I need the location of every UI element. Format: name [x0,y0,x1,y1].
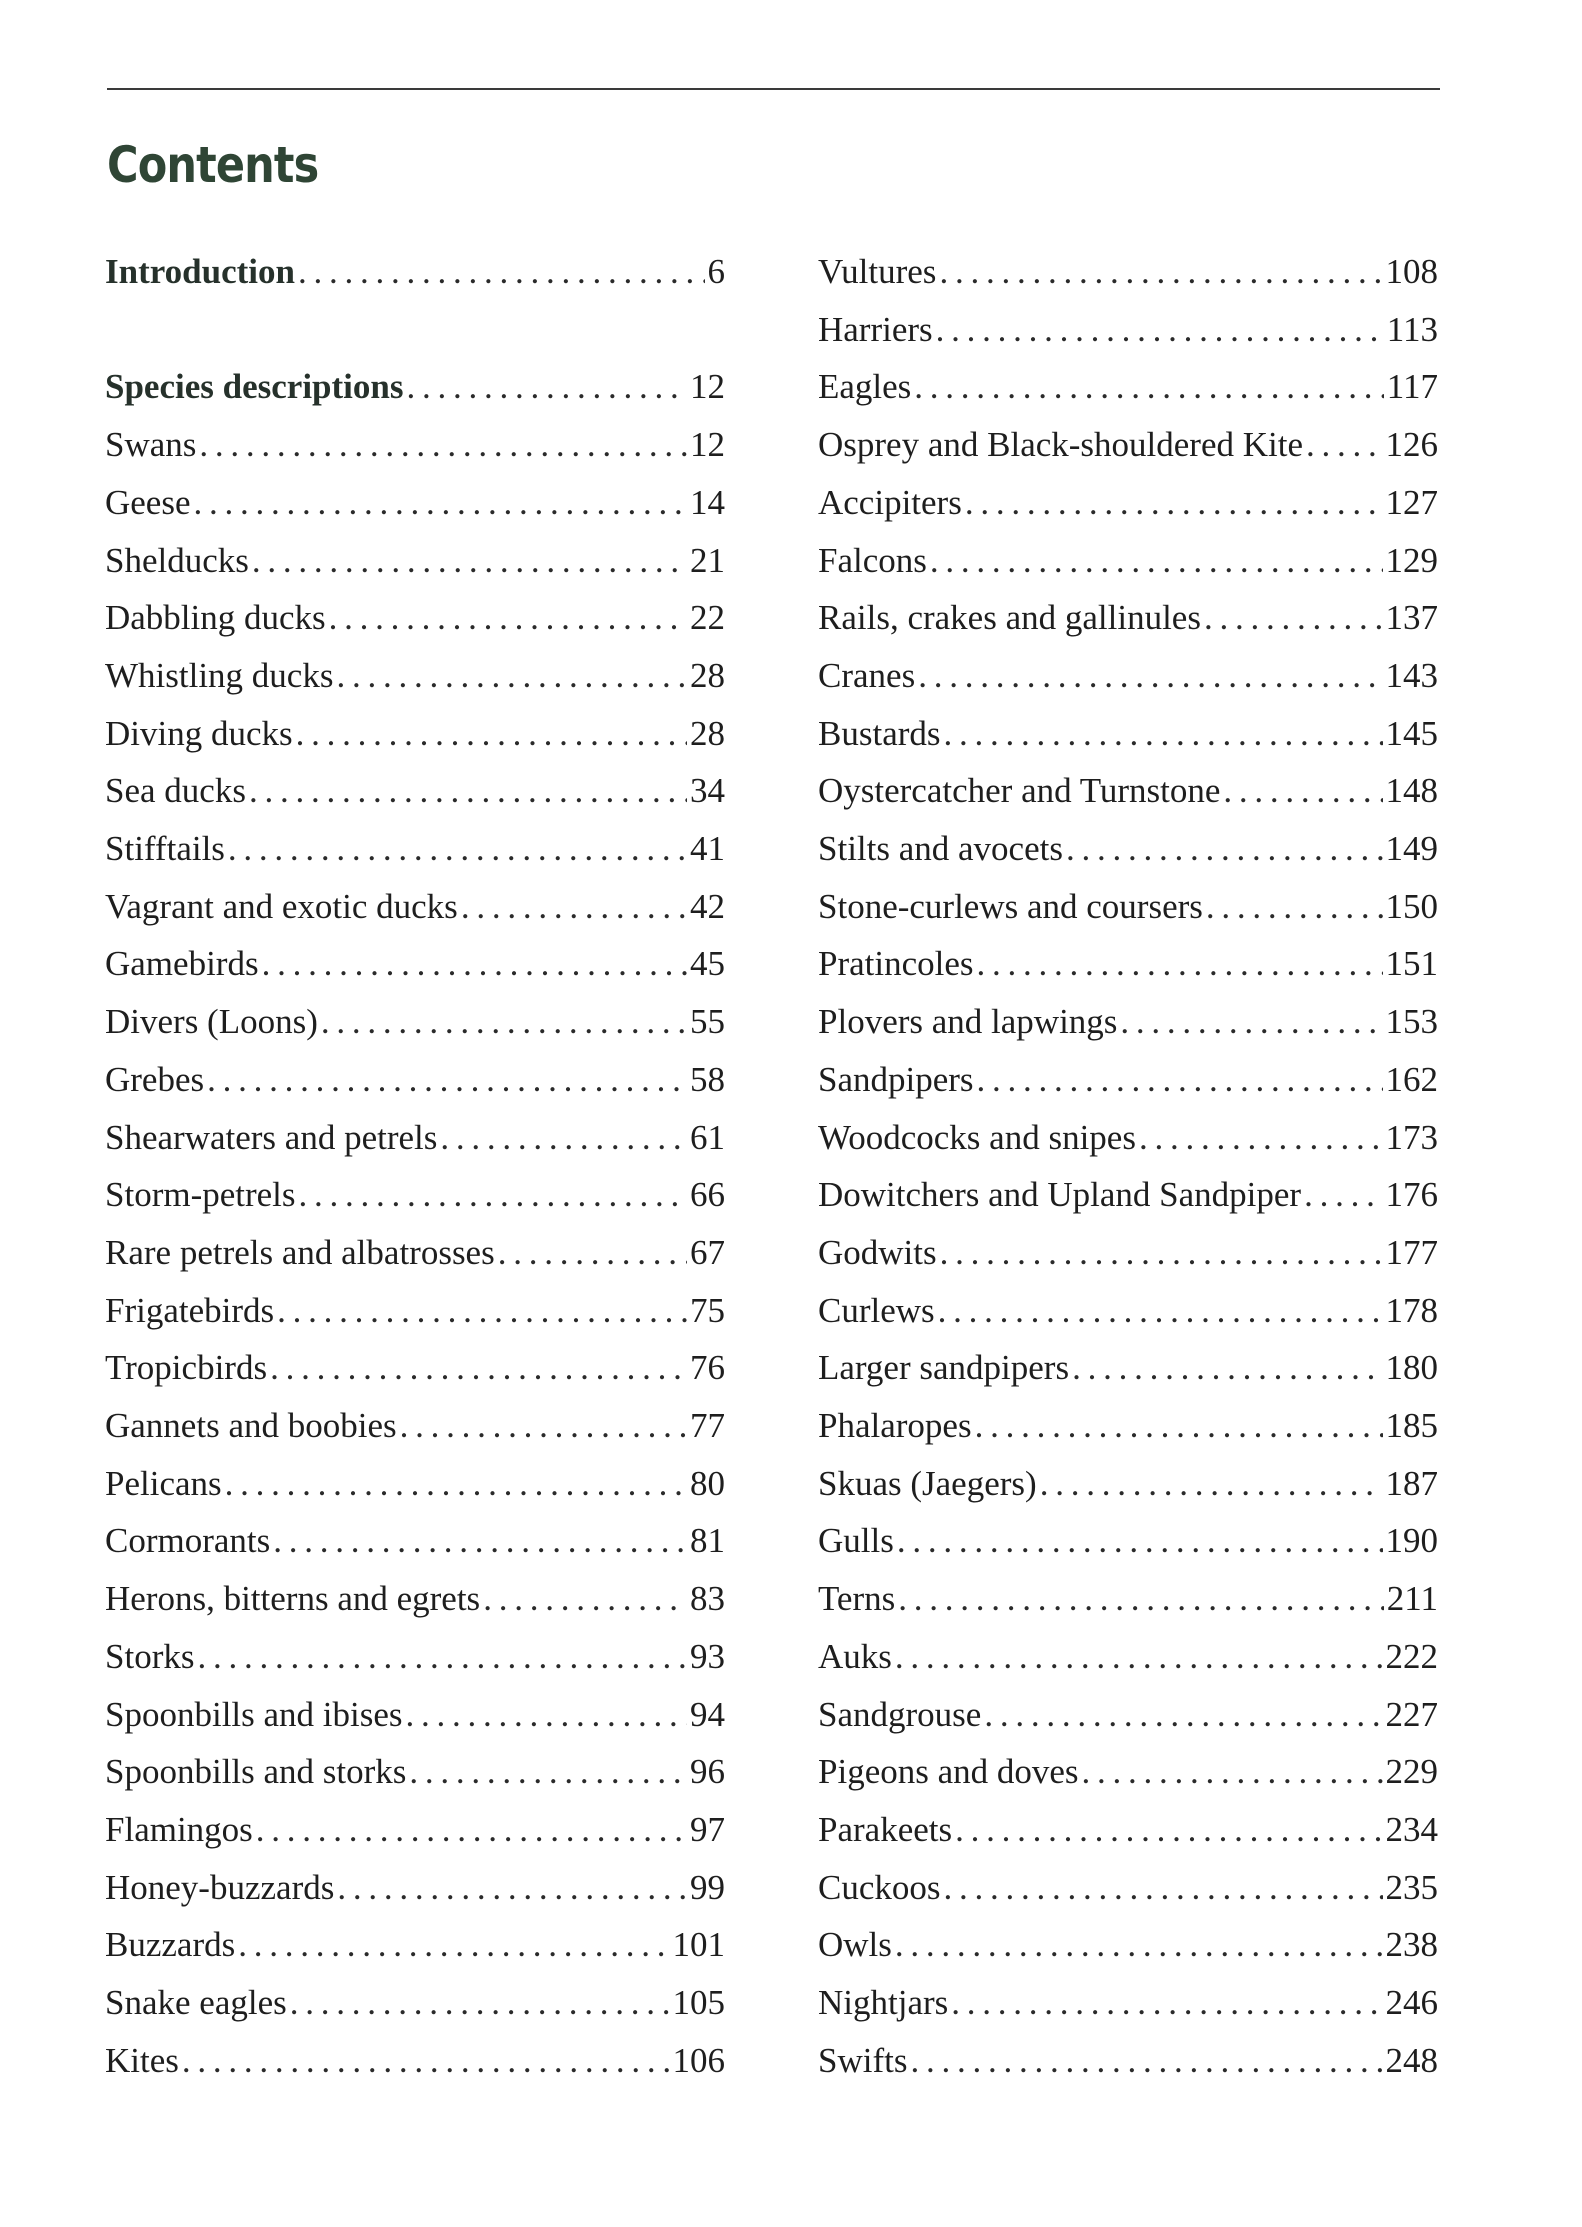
toc-entry-page-number: 81 [690,1521,725,1560]
toc-entry-page-number: 151 [1385,944,1438,983]
toc-entry[interactable] [818,1637,1438,1693]
toc-entry[interactable] [105,1868,725,1924]
toc-entry-label: Rails, crakes and gallinules [818,598,1201,637]
toc-entry-page-number: 14 [690,483,725,522]
toc-entry-label: Parakeets [818,1810,953,1849]
dot-leader [944,1868,1383,1908]
toc-entry[interactable] [818,1925,1438,1981]
toc-entry-label: Whistling ducks [105,656,334,695]
dot-leader [197,1637,687,1677]
toc-entry-page-number: 21 [690,541,725,580]
dot-leader [1082,1752,1383,1792]
toc-entry-label: Frigatebirds [105,1291,275,1330]
toc-entry-page-number: 137 [1385,598,1438,637]
toc-entry-label: Stifftails [105,829,225,868]
toc-entry-page-number: 117 [1386,367,1438,406]
toc-entry-page-number: 105 [672,1983,725,2022]
toc-entry-page-number: 96 [690,1752,725,1791]
toc-entry-label: Phalaropes [818,1406,972,1445]
toc-entry[interactable] [105,1521,725,1577]
dot-leader [936,310,1384,350]
dot-leader [207,1060,687,1100]
toc-entry[interactable] [818,714,1438,770]
dot-leader [897,1521,1383,1561]
toc-entry-page-number: 126 [1385,425,1438,464]
toc-entry[interactable] [105,1464,725,1520]
dot-leader [270,1348,687,1388]
toc-entry-page-number: 162 [1385,1060,1438,1099]
dot-leader [1204,598,1383,638]
toc-entry-label: Grebes [105,1060,205,1099]
dot-leader [914,367,1384,407]
dot-leader [483,1579,687,1619]
toc-entry[interactable] [105,656,725,712]
toc-entry-label: Dowitchers and Upland Sandpiper [818,1175,1302,1214]
dot-leader [1206,887,1383,927]
toc-entry[interactable] [818,1002,1438,1058]
dot-leader [249,771,687,811]
toc-entry[interactable] [105,714,725,770]
dot-leader [984,1695,1382,1735]
toc-entry-label: Falcons [818,541,927,580]
toc-entry[interactable] [818,425,1438,481]
toc-entry[interactable] [818,1868,1438,1924]
toc-entry-label: Bustards [818,714,941,753]
dot-leader [898,1579,1384,1619]
toc-entry-label: Harriers [818,310,933,349]
toc-entry-label: Storks [105,1637,195,1676]
toc-entry[interactable] [818,483,1438,539]
toc-entry-label: Vultures [818,252,937,291]
toc-entry[interactable] [105,2041,725,2097]
toc-entry[interactable] [818,367,1438,423]
dot-leader [461,887,687,927]
dot-leader [1066,829,1383,869]
toc-entry-page-number: 176 [1385,1175,1438,1214]
toc-entry-page-number: 28 [690,714,725,753]
toc-entry-label: Eagles [818,367,912,406]
toc-entry[interactable] [105,1406,725,1462]
dot-leader [277,1291,687,1331]
toc-entry[interactable] [105,1810,725,1866]
toc-entry-label: Sandgrouse [818,1695,982,1734]
toc-entry[interactable] [105,1002,725,1058]
toc-entry-page-number: 12 [690,425,725,464]
dot-leader [406,367,687,407]
toc-entry-label: Godwits [818,1233,937,1272]
toc-entry-page-number: 41 [690,829,725,868]
toc-entry[interactable] [818,1695,1438,1751]
dot-leader [290,1983,670,2023]
dot-leader [895,1925,1383,1965]
toc-entry[interactable] [105,1348,725,1404]
toc-entry-page-number: 227 [1385,1695,1438,1734]
toc-entry-label: Gulls [818,1521,894,1560]
toc-entry-page-number: 149 [1385,829,1438,868]
toc-entry[interactable] [818,1406,1438,1462]
dot-leader [262,944,687,984]
toc-entry-page-number: 235 [1385,1868,1438,1907]
dot-leader [228,829,687,869]
toc-entry-page-number: 61 [690,1118,725,1157]
toc-entry-page-number: 94 [690,1695,725,1734]
toc-entry-page-number: 177 [1385,1233,1438,1272]
toc-entry-label: Geese [105,483,191,522]
toc-entry-label: Stilts and avocets [818,829,1063,868]
toc-entry-label: Introduction [105,252,295,291]
toc-entry[interactable] [818,887,1438,943]
toc-entry-label: Nightjars [818,1983,949,2022]
toc-entry[interactable] [818,1464,1438,1520]
toc-entry-page-number: 108 [1385,252,1438,291]
toc-entry[interactable] [105,1579,725,1635]
toc-entry-label: Stone-curlews and coursers [818,887,1203,926]
dot-leader [336,656,687,696]
toc-entry-label: Gannets and boobies [105,1406,397,1445]
toc-entry-page-number: 66 [690,1175,725,1214]
toc-entry[interactable] [105,887,725,943]
toc-entry-page-number: 153 [1385,1002,1438,1041]
dot-leader [977,1060,1383,1100]
toc-entry-page-number: 75 [690,1291,725,1330]
toc-entry-page-number: 185 [1385,1406,1438,1445]
toc-entry-label: Swifts [818,2041,908,2080]
dot-leader [1040,1464,1383,1504]
toc-entry-label: Osprey and Black-shouldered Kite [818,425,1303,464]
dot-leader [930,541,1383,581]
toc-entry-label: Oystercatcher and Turnstone [818,771,1221,810]
dot-leader [406,1695,687,1735]
toc-entry-page-number: 67 [690,1233,725,1272]
toc-entry-label: Spoonbills and storks [105,1752,407,1791]
dot-leader [182,2041,670,2081]
dot-leader [296,714,687,754]
toc-entry-label: Storm-petrels [105,1175,296,1214]
toc-entry-label: Kites [105,2041,179,2080]
toc-entry[interactable] [818,1175,1438,1231]
toc-entry-page-number: 150 [1385,887,1438,926]
dot-leader [199,425,687,465]
toc-entry-page-number: 180 [1385,1348,1438,1387]
dot-leader [273,1521,687,1561]
toc-entry[interactable] [818,829,1438,885]
toc-entry-page-number: 145 [1385,714,1438,753]
toc-entry-label: Rare petrels and albatrosses [105,1233,495,1272]
toc-entry-label: Herons, bitterns and egrets [105,1579,481,1618]
toc-entry-label: Divers (Loons) [105,1002,318,1041]
toc-entry[interactable] [105,1175,725,1231]
toc-entry-page-number: 34 [690,771,725,810]
toc-entry[interactable] [105,1060,725,1116]
toc-entry-label: Woodcocks and snipes [818,1118,1136,1157]
toc-entry-label: Swans [105,425,197,464]
dot-leader [1072,1348,1382,1388]
toc-entry[interactable] [818,1118,1438,1174]
toc-entry-page-number: 93 [690,1637,725,1676]
dot-leader [955,1810,1382,1850]
toc-entry[interactable] [105,367,725,423]
toc-entry-page-number: 12 [690,367,725,406]
toc-entry[interactable] [105,1233,725,1289]
toc-entry-label: Honey-buzzards [105,1868,335,1907]
toc-entry[interactable] [105,541,725,597]
dot-leader [965,483,1383,523]
toc-entry-label: Sea ducks [105,771,246,810]
dot-leader [951,1983,1382,2023]
toc-entry[interactable] [105,1637,725,1693]
dot-leader [975,1406,1383,1446]
toc-entry-label: Sandpipers [818,1060,974,1099]
toc-entry[interactable] [818,1060,1438,1116]
toc-entry-page-number: 45 [690,944,725,983]
toc-entry-page-number: 58 [690,1060,725,1099]
toc-entry-page-number: 190 [1385,1521,1438,1560]
dot-leader [225,1464,687,1504]
toc-entry[interactable] [105,252,725,308]
toc-entry-page-number: 148 [1385,771,1438,810]
toc-entry-label: Buzzards [105,1925,236,1964]
toc-entry-page-number: 42 [690,887,725,926]
toc-entry-label: Cormorants [105,1521,271,1560]
dot-leader [1304,1175,1382,1215]
dot-leader [194,483,687,523]
toc-entry-label: Snake eagles [105,1983,287,2022]
toc-entry-label: Tropicbirds [105,1348,268,1387]
toc-entry[interactable] [818,656,1438,712]
toc-entry-label: Auks [818,1637,892,1676]
toc-entry[interactable] [105,1118,725,1174]
toc-entry-page-number: 113 [1386,310,1438,349]
toc-entry-label: Spoonbills and ibises [105,1695,403,1734]
toc-entry[interactable] [818,944,1438,1000]
toc-entry-label: Pelicans [105,1464,222,1503]
dot-leader [329,598,687,638]
dot-leader [498,1233,687,1273]
toc-entry-page-number: 97 [690,1810,725,1849]
toc-entry-page-number: 6 [707,252,725,291]
dot-leader [1120,1002,1382,1042]
toc-entry[interactable] [818,771,1438,827]
toc-entry[interactable] [818,1579,1438,1635]
dot-leader [299,1175,687,1215]
toc-entry-page-number: 211 [1386,1579,1438,1618]
toc-entry-label: Skuas (Jaegers) [818,1464,1037,1503]
dot-leader [918,656,1382,696]
top-rule [107,88,1440,90]
dot-leader [939,252,1382,292]
toc-entry[interactable] [818,2041,1438,2097]
toc-entry[interactable] [105,1291,725,1347]
toc-entry-page-number: 248 [1385,2041,1438,2080]
toc-entry[interactable] [818,541,1438,597]
toc-entry-page-number: 55 [690,1002,725,1041]
toc-entry[interactable] [105,1925,725,1981]
toc-entry[interactable] [818,252,1438,308]
toc-entry-label: Vagrant and exotic ducks [105,887,458,926]
dot-leader [1139,1118,1383,1158]
toc-entry-label: Flamingos [105,1810,253,1849]
toc-entry-label: Shearwaters and petrels [105,1118,438,1157]
toc-entry-page-number: 222 [1385,1637,1438,1676]
toc-entry-page-number: 106 [672,2041,725,2080]
toc-entry-label: Dabbling ducks [105,598,326,637]
toc-entry-label: Pratincoles [818,944,974,983]
dot-leader [1223,771,1382,811]
dot-leader [238,1925,669,1965]
toc-entry-label: Species descriptions [105,367,404,406]
toc-entry-page-number: 246 [1385,1983,1438,2022]
toc-entry[interactable] [105,1983,725,2039]
toc-entry[interactable] [818,1291,1438,1347]
toc-entry-label: Plovers and lapwings [818,1002,1118,1041]
dot-leader [944,714,1383,754]
toc-entry-page-number: 229 [1385,1752,1438,1791]
toc-entry[interactable] [105,1752,725,1808]
toc-entry-page-number: 80 [690,1464,725,1503]
dot-leader [256,1810,687,1850]
dot-leader [1306,425,1383,465]
dot-leader [977,944,1383,984]
toc-entry[interactable] [105,483,725,539]
toc-entry-page-number: 143 [1385,656,1438,695]
toc-entry-label: Owls [818,1925,892,1964]
toc-entry-page-number: 187 [1385,1464,1438,1503]
toc-entry[interactable] [818,598,1438,654]
toc-entry-page-number: 127 [1385,483,1438,522]
toc-entry-label: Pigeons and doves [818,1752,1079,1791]
toc-entry[interactable] [105,771,725,827]
toc-entry-page-number: 173 [1385,1118,1438,1157]
toc-entry[interactable] [818,1348,1438,1404]
dot-leader [938,1291,1383,1331]
toc-entry-page-number: 77 [690,1406,725,1445]
toc-entry-label: Larger sandpipers [818,1348,1070,1387]
toc-entry-page-number: 129 [1385,541,1438,580]
toc-entry[interactable] [105,425,725,481]
toc-entry[interactable] [105,829,725,885]
toc-entry[interactable] [818,1752,1438,1808]
dot-leader [409,1752,687,1792]
dot-leader [940,1233,1383,1273]
toc-entry-page-number: 83 [690,1579,725,1618]
toc-entry[interactable] [818,1983,1438,2039]
toc-entry[interactable] [818,1521,1438,1577]
toc-entry-page-number: 234 [1385,1810,1438,1849]
toc-entry-page-number: 99 [690,1868,725,1907]
toc-entry-label: Cranes [818,656,916,695]
dot-leader [337,1868,687,1908]
toc-entry-label: Terns [818,1579,896,1618]
toc-entry-page-number: 178 [1385,1291,1438,1330]
toc-entry[interactable] [818,1233,1438,1289]
toc-entry[interactable] [818,1810,1438,1866]
toc-entry-page-number: 238 [1385,1925,1438,1964]
toc-entry-page-number: 22 [690,598,725,637]
dot-leader [400,1406,687,1446]
toc-entry-label: Diving ducks [105,714,293,753]
toc-entry-page-number: 76 [690,1348,725,1387]
toc-entry-label: Shelducks [105,541,249,580]
toc-entry-label: Gamebirds [105,944,259,983]
dot-leader [298,252,705,292]
toc-entry[interactable] [818,310,1438,366]
toc-entry-label: Cuckoos [818,1868,941,1907]
toc-entry-label: Accipiters [818,483,962,522]
toc-entry[interactable] [105,944,725,1000]
toc-entry[interactable] [105,598,725,654]
page-title: Contents [107,136,319,194]
dot-leader [440,1118,687,1158]
dot-leader [910,2041,1382,2081]
toc-entry-label: Curlews [818,1291,935,1330]
toc-entry-page-number: 101 [672,1925,725,1964]
toc-entry-page-number: 28 [690,656,725,695]
dot-leader [321,1002,687,1042]
dot-leader [252,541,687,581]
dot-leader [895,1637,1383,1677]
toc-entry[interactable] [105,1695,725,1751]
